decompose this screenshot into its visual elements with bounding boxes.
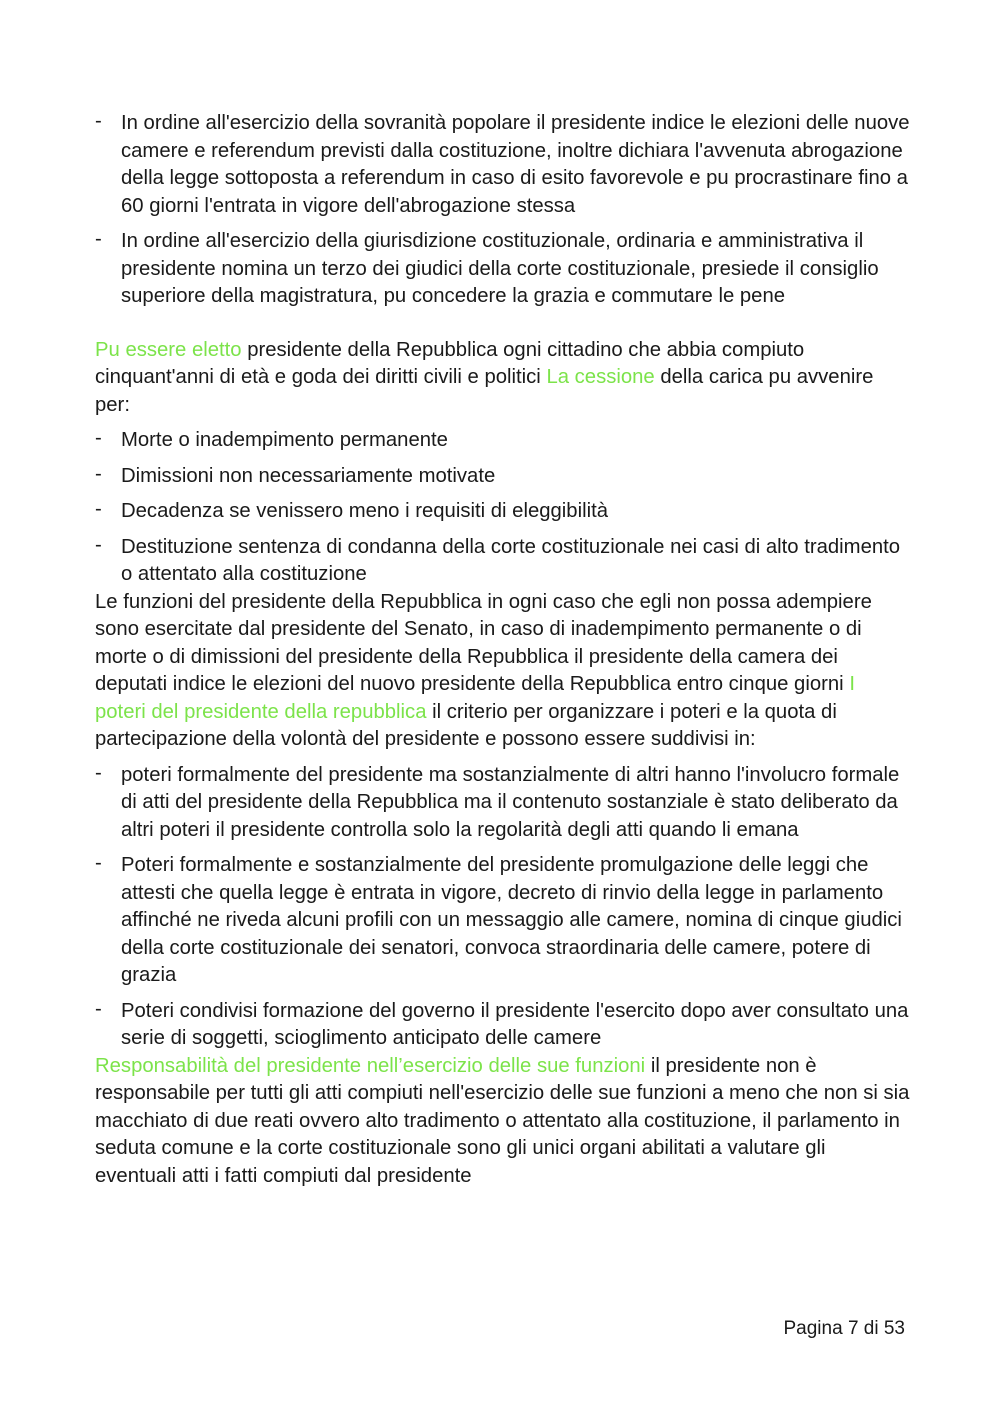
bullet-dash: - [95,997,102,1020]
list-item-text: Dimissioni non necessariamente motivate [121,464,496,487]
bullet-list-powers [95,110,910,311]
inline-heading-powers: I poteri del presidente della repubblica [95,673,855,723]
bullet-list-cessation [95,427,910,589]
paragraph-text: presidente della Repubblica ogni cittadino che abbia compiuto cinquant'anni di età e goda dei diritti civili e politici [95,338,805,388]
paragraph-text: il presidente non è responsabile per tutti gli atti compiuti nell'esercizio delle sue funzioni a meno che non si sia macchiato di due reati ovvero alto tradimento o attentato alla costituzione, il parlamento in seduta comune e la corte costituzionale sono gli unici organi abilitati a valutare gli eventuali atti i fatti compiuti dal presidente [95,1054,910,1187]
bullet-dash: - [95,498,102,520]
inline-heading-eligibility: Pu essere eletto [95,338,242,361]
list-item-text: In ordine all'esercizio della giurisdizione costituzionale, ordinaria e amministrativa il presidente nomina un terzo dei giudici della corte costituzionale, presiede il consiglio superiore della magistratura, pu concedere la grazia e commutare le pene [121,230,879,307]
list-item [95,534,910,589]
paragraph-eligibility [95,337,910,420]
list-item [95,498,910,526]
list-item [95,463,910,491]
list-item [95,110,910,220]
list-item-text: Decadenza se venissero meno i requisiti di eleggibilità [121,500,609,522]
inline-heading-cessation: La cessione [546,366,655,388]
inline-heading-responsibility: Responsabilità del presidente nell’esercizio delle sue funzioni [95,1054,646,1077]
list-item-text: In ordine all'esercizio della sovranità popolare il presidente indice le elezioni delle nuove camere e referendum previsti dalla costituzione, inoltre dichiara l'avvenuta abrogazione della legge sottoposta a referendum in caso di esito favorevole e pu procrastinare fino a 60 giorni l'entrata in vigore dell'abrogazione stessa [121,112,910,217]
bullet-dash: - [95,761,102,784]
list-item [95,228,910,311]
page-number: Pagina 7 di 53 [783,1318,905,1339]
paragraph-text: il criterio per organizzare i poteri e la quota di partecipazione della volontà del presidente e possono essere suddivisi in: [95,700,837,750]
bullet-dash: - [95,427,102,449]
bullet-dash: - [95,852,102,874]
list-item-text: Destituzione sentenza di condanna della corte costituzionale nei casi di alto tradimento o attentato alla costituzione [121,535,901,585]
bullet-list-power-types [95,762,910,1053]
page-content [95,110,910,1190]
list-item-text: poteri formalmente del presidente ma sostanzialmente di altri hanno l'involucro formale di atti del presidente della Repubblica ma il contenuto sostanziale è stato deliberato da altri poteri il presidente controlla solo la regolarità degli atti quando li emana [121,763,900,841]
bullet-dash: - [95,228,102,250]
paragraph-substitution [95,589,910,754]
list-item-text: Morte o inadempimento permanente [121,429,448,451]
list-item-text: Poteri formalmente e sostanzialmente del presidente promulgazione delle leggi che attesti che quella legge è entrata in vigore, decreto di rinvio della legge in parlamento affinché ne riveda alcuni profili con un messaggio alle camere, nomina di cinque giudici della corte costituzionale dei senatori, convoca straordinaria delle camere, potere di grazia [121,854,902,986]
list-item [95,852,910,990]
list-item [95,998,910,1053]
list-item [95,762,910,845]
list-item-text: Poteri condivisi formazione del governo il presidente l'esercito dopo aver consultato una serie di soggetti, scioglimento anticipato delle camere [121,999,909,1049]
list-item [95,427,910,455]
paragraph-text: Le funzioni del presidente della Repubblica in ogni caso che egli non possa adempiere sono esercitate dal presidente del Senato, in caso di inadempimento permanente o di morte o di dimissioni del presidente della Repubblica il presidente della camera dei deputati indice le elezioni del nuovo presidente della Repubblica entro cinque giorni [95,590,872,695]
paragraph-text: della carica pu avvenire per: [95,366,874,416]
paragraph-responsibility [95,1053,910,1191]
bullet-dash: - [95,462,102,485]
bullet-dash: - [95,533,102,556]
bullet-dash: - [95,110,102,132]
